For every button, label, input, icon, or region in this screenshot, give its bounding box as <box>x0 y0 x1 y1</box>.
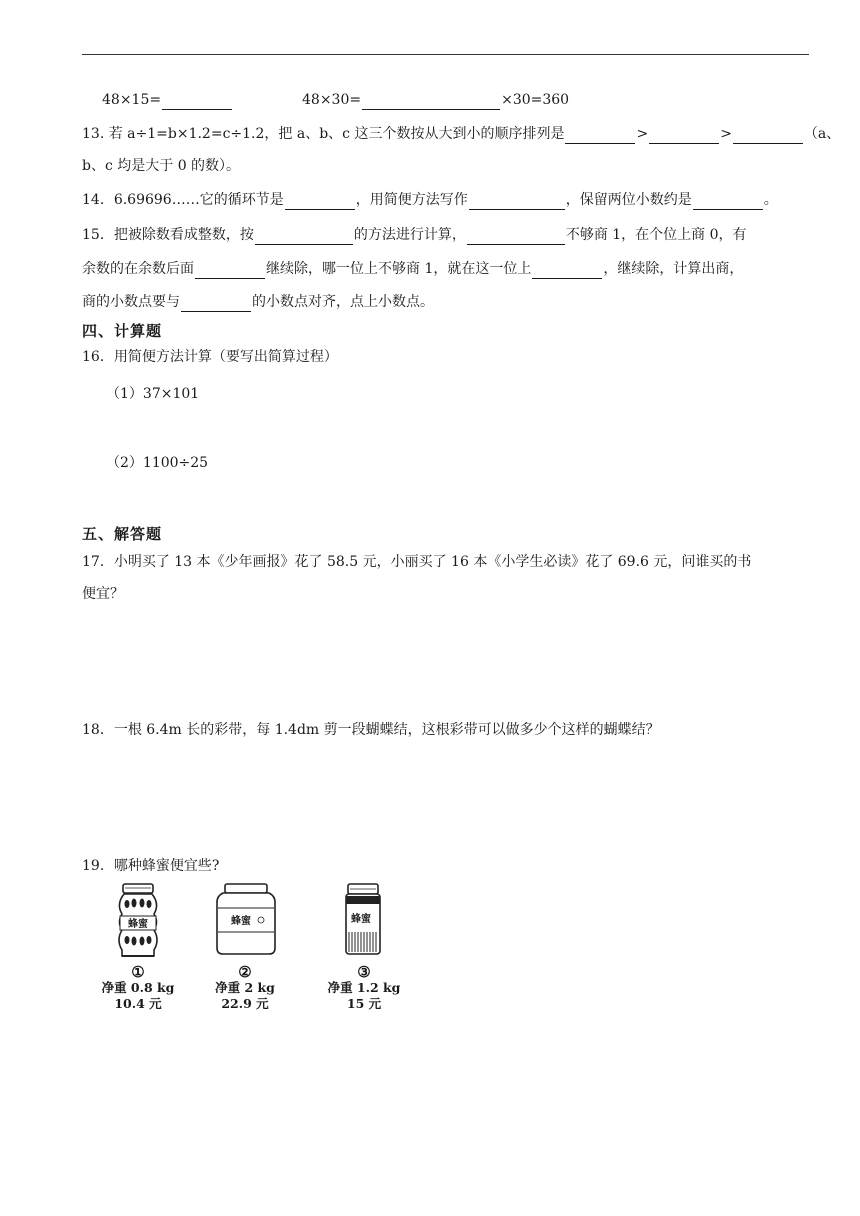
q13-blank-1[interactable] <box>565 127 635 144</box>
q13-gt-2: > <box>720 126 732 142</box>
jar-3-price: 15 元 <box>346 996 382 1011</box>
q14-blank-3[interactable] <box>693 193 763 210</box>
q13-text: 13. 若 a÷1=b×1.2=c÷1.2，把 a、b、c 这三个数按从大到小的顺序排列是 <box>82 126 565 142</box>
q15-text-1b: 的方法进行计算， <box>353 227 466 243</box>
q16-title-text: 16．用简便方法计算（要写出简算过程） <box>82 349 338 365</box>
jar-2-label: 蜂蜜 <box>231 916 251 927</box>
q17-line-1 <box>82 552 817 572</box>
q12-right-text: ×30=360 <box>501 92 570 108</box>
jar-3-caption <box>322 964 406 1012</box>
q16-sub-1: （1）37×101 <box>106 386 200 402</box>
jar-1-number: ① <box>131 963 145 981</box>
q15-line-2 <box>82 259 817 279</box>
q14-part-3: ，保留两位小数约是 <box>565 192 692 208</box>
q19-title <box>82 856 817 876</box>
q15-text-1a: 15．把被除数看成整数，按 <box>82 227 254 243</box>
q15-line-1 <box>82 225 817 245</box>
q18-line <box>82 720 817 740</box>
section-5-heading: 五、解答题 <box>82 525 163 543</box>
jar-3-weight: 净重 1.2 kg <box>327 980 401 995</box>
q12-mid-text: 48×30= <box>302 92 362 108</box>
q14-line <box>82 190 817 210</box>
jar-3-label: 蜂蜜 <box>351 914 371 925</box>
q15-blank-1[interactable] <box>255 228 353 245</box>
honey-jar-2-image <box>213 882 279 958</box>
q13-blank-2[interactable] <box>649 127 719 144</box>
q13-line-2 <box>82 156 817 176</box>
q18-text: 18．一根 6.4m 长的彩带，每 1.4dm 剪一段蝴蝶结，这根彩带可以做多少个这样的蝴蝶结？ <box>82 722 660 738</box>
q15-text-3b: 的小数点对齐，点上小数点。 <box>252 294 434 310</box>
q12-left-text: 48×15= <box>102 92 162 108</box>
q14-blank-2[interactable] <box>469 193 565 210</box>
jar-1-price: 10.4 元 <box>114 996 162 1011</box>
q16-sub-2: （2）1100÷25 <box>106 455 209 471</box>
q17-text-1: 17．小明买了 13 本《少年画报》花了 58.5 元，小丽买了 16 本《小学生必读》花了 69.6 元，问谁买的书 <box>82 554 752 570</box>
jar-1-label: 蜂蜜 <box>128 919 148 930</box>
q15-blank-4[interactable] <box>532 262 602 279</box>
q13-text-2: b、c 均是大于 0 的数）。 <box>82 158 241 174</box>
jar-1-caption <box>98 964 178 1012</box>
q17-text-2: 便宜？ <box>82 586 124 602</box>
q12-blank-1[interactable] <box>162 93 232 110</box>
jar-2-price: 22.9 元 <box>221 996 269 1011</box>
q15-text-3a: 商的小数点要与 <box>82 294 180 310</box>
jar-1-weight: 净重 0.8 kg <box>101 980 175 995</box>
q14-part-4: 。 <box>763 192 778 208</box>
q14-part-2: ，用简便方法写作 <box>355 192 468 208</box>
honey-jar-3-image <box>342 882 384 958</box>
q15-text-2c: ，继续除，计算出商， <box>603 261 744 277</box>
q12-blank-2[interactable] <box>362 93 500 110</box>
q14-blank-1[interactable] <box>285 193 355 210</box>
honey-jar-1-image <box>112 882 164 962</box>
q15-blank-5[interactable] <box>181 295 251 312</box>
q15-text-2b: 继续除，哪一位上不够商 1，就在这一位上 <box>266 261 532 277</box>
q12-line <box>102 90 837 110</box>
q14-part-1: 14．6.69696……它的循环节是 <box>82 192 284 208</box>
q15-blank-3[interactable] <box>195 262 265 279</box>
section-4-heading: 四、计算题 <box>82 322 163 340</box>
q13-line-1 <box>82 124 841 144</box>
q16-title <box>82 347 817 367</box>
q19-title-text: 19．哪种蜂蜜便宜些? <box>82 858 220 874</box>
jar-2-caption <box>204 964 286 1012</box>
header-rule <box>82 54 809 55</box>
jar-3-number: ③ <box>357 963 371 981</box>
jar-2-number: ② <box>238 963 252 981</box>
q15-line-3 <box>82 292 817 312</box>
q15-text-2a: 余数的在余数后面 <box>82 261 194 277</box>
q17-line-2 <box>82 584 817 604</box>
q15-text-1c: 不够商 1，在个位上商 0，有 <box>565 227 747 243</box>
q13-gt-1: > <box>636 126 649 142</box>
q13-blank-3[interactable] <box>733 127 803 144</box>
q15-blank-2[interactable] <box>467 228 565 245</box>
jar-2-weight: 净重 2 kg <box>215 980 275 995</box>
q13-tail: （a、 <box>803 126 841 142</box>
